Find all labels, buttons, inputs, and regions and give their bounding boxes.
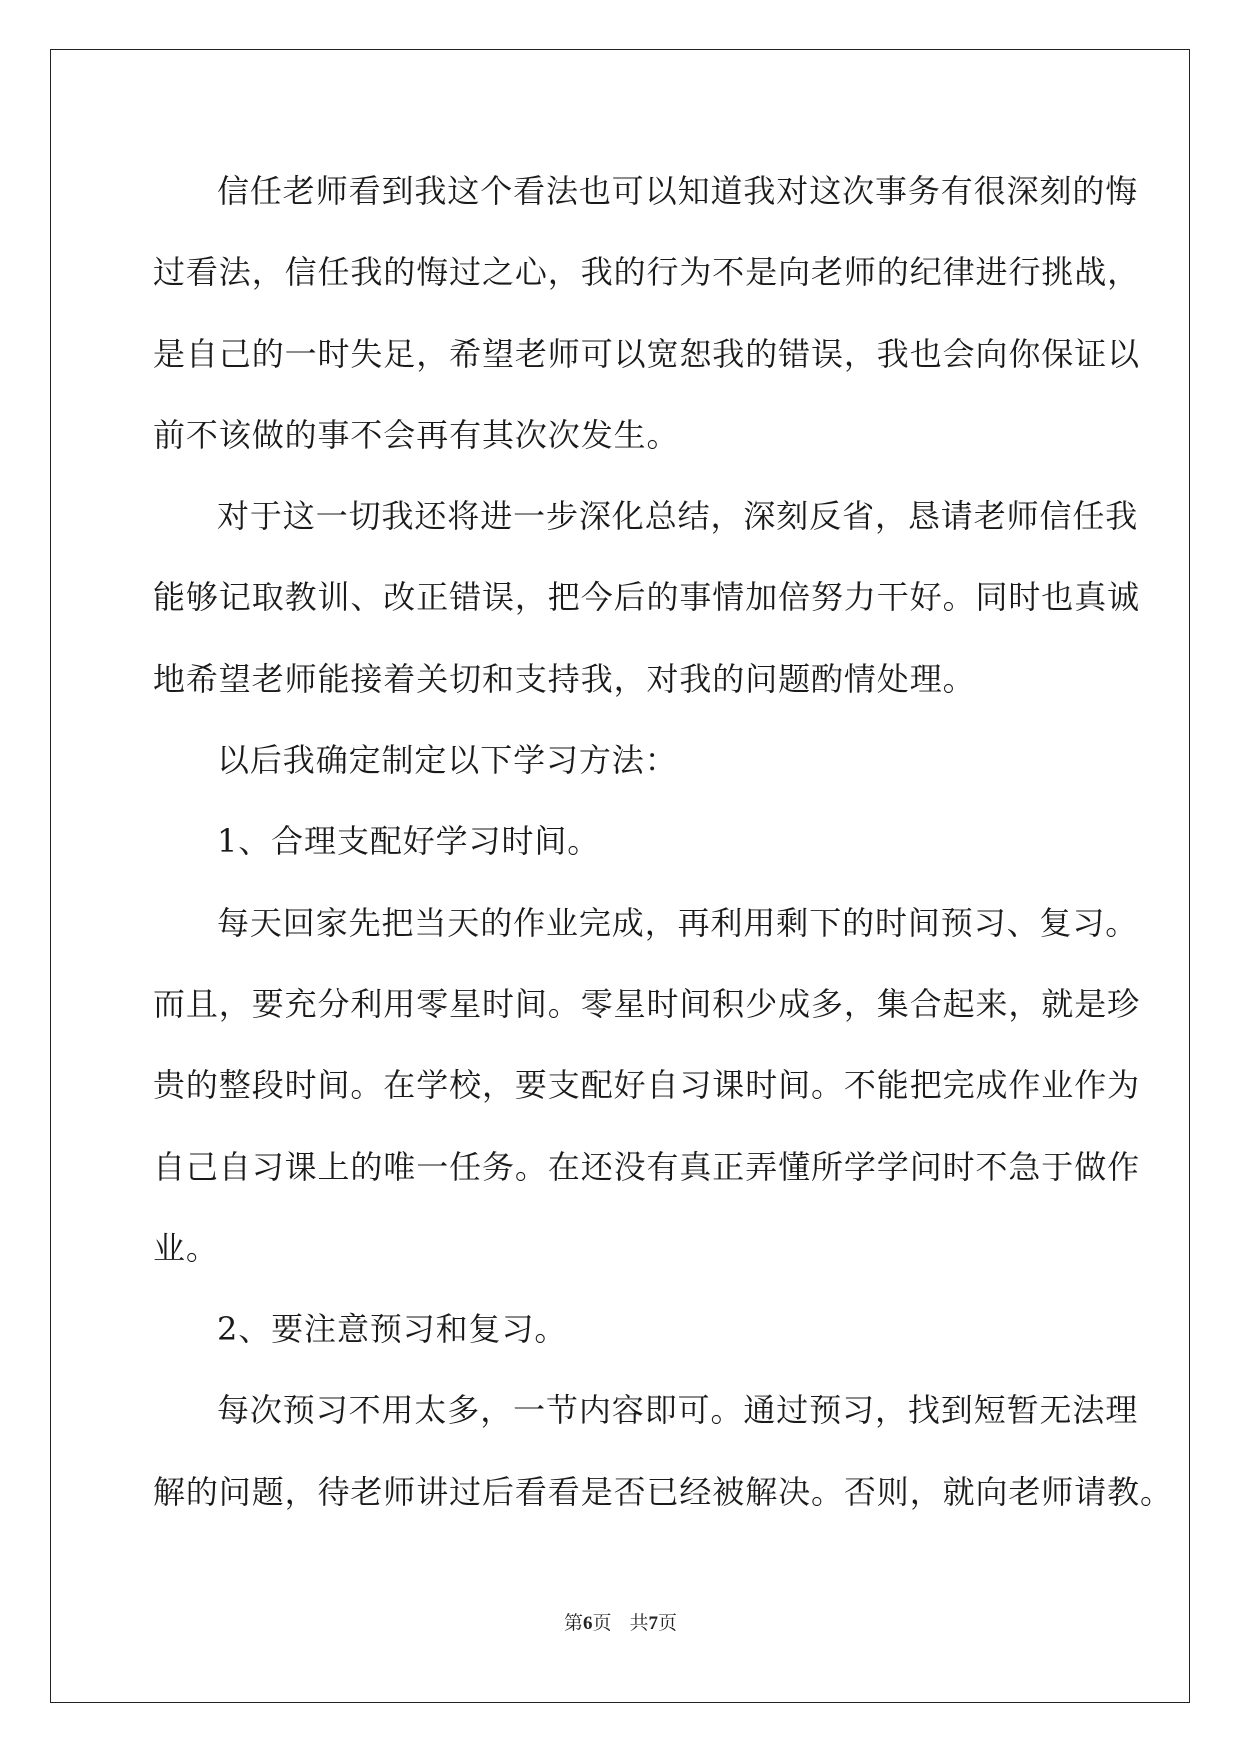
text-line: 而且，要充分利用零星时间。零星时间积少成多，集合起来，就是珍 [153,984,1141,1023]
text-line: 每次预习不用太多，一节内容即可。通过预习，找到短暂无法理 [217,1391,1139,1430]
total-pages: 7 [648,1613,659,1634]
text-line: 信任老师看到我这个看法也可以知道我对这次事务有很深刻的悔 [217,172,1139,210]
text-line: 每天回家先把当天的作业完成，再利用剩下的时间预习、复习。 [217,903,1139,942]
text-line: 业。 [153,1228,219,1267]
page-number: 6 [582,1613,593,1634]
page-prefix: 第 [563,1612,583,1634]
text-line: 贵的整段时间。在学校，要支配好自习课时间。不能把完成作业作为 [153,1066,1141,1105]
document-body [153,159,1173,1541]
text-line: 自己自习课上的唯一任务。在还没有真正弄懂所学学问时不急于做作 [153,1147,1141,1186]
section-heading: 1、合理支配好学习时间。 [217,822,601,861]
text-line: 解的问题，待老师讲过后看看是否已经被解决。否则，就向老师请教。 [153,1472,1173,1511]
total-suffix: 页 [658,1612,678,1634]
section-heading: 2、要注意预习和复习。 [217,1310,568,1349]
text-line: 过看法，信任我的悔过之心，我的行为不是向老师的纪律进行挑战， [153,253,1141,292]
page-footer [0,1608,1241,1635]
text-line: 能够记取教训、改正错误，把今后的事情加倍努力干好。同时也真诚 [153,578,1141,617]
text-line: 对于这一切我还将进一步深化总结，深刻反省，恳请老师信任我 [217,497,1139,536]
text-line: 以后我确定制定以下学习方法： [217,741,678,780]
text-line: 是自己的一时失足，希望老师可以宽恕我的错误，我也会向你保证以 [153,334,1141,373]
text-line: 地希望老师能接着关切和支持我，对我的问题酌情处理。 [153,659,976,698]
page-suffix: 页 [592,1612,612,1634]
text-line: 前不该做的事不会再有其次次发生。 [153,415,680,454]
total-prefix: 共 [629,1612,649,1634]
